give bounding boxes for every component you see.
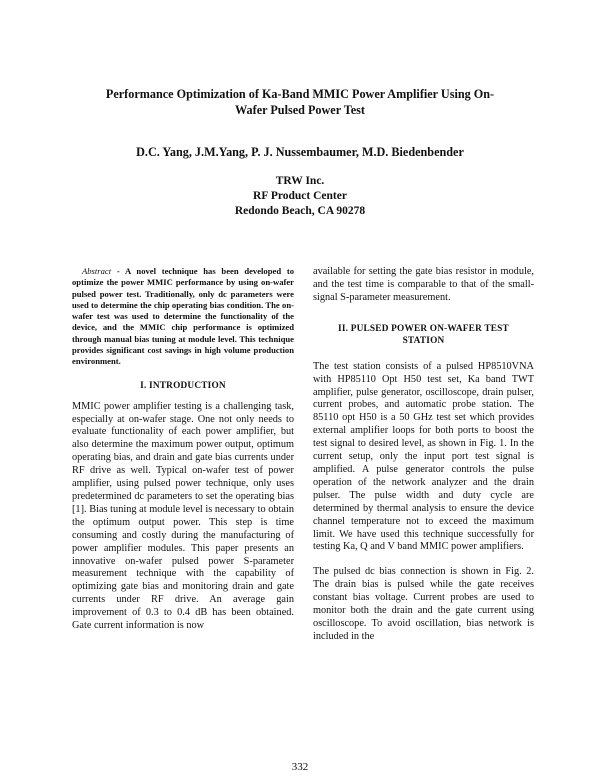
continued-paragraph: available for setting the gate bias resistor in module, and the test time is comparable to that of the small-signal S-parameter measurement.: [313, 266, 534, 303]
affiliation: [150, 174, 450, 219]
introduction-paragraph: MMIC power amplifier testing is a challenging task, especially at on-wafer stage. One not only needs to evaluate functionality of each power amplifier, but also determine the maximum power output, optimum operating bias, and drain and gate bias currents under RF drive as well. Typical on-wafer test of power amplifier, using pulsed power technique, only uses predetermined dc parameters to set the operating bias [1]. Bias tuning at module level is necessary to obtain the optimum output power. This step is time consuming and costly during the manufacturing of power amplifier modules. This paper presents an innovative on-wafer pulsed power S-parameter measurement technique with the capability of optimizing gate bias and monitoring drain and gate currents under RF drive. An average gain improvement of 0.3 to 0.4 dB has been obtained. Gate current information is now: [72, 400, 294, 632]
test-station-paragraph: The test station consists of a pulsed HP8510VNA with HP85110 Opt H50 test set, Ka band TWT amplifier, pulse generator, oscilloscope, drain pulser, current probes, and automatic probe station. The 85110 opt H50 is a 50 GHz test set which provides external amplifier loops for both ports to boost the test signal to desired level, as shown in Fig. 1. In the current setup, only the input port test signal is amplified. A pulse generator controls the pulse operation of the network analyzer and the drain pulser. The pulse width and duty cycle are determined by thermal analysis to ensure the device channel temperature not to exceed the maximum limit. We have used this technique successfully for testing Ka, Q and V band MMIC power amplifiers.: [313, 360, 534, 553]
affiliation-center: RF Product Center: [253, 190, 347, 202]
section-heading-introduction: I. INTRODUCTION: [140, 380, 226, 391]
right-column: [313, 266, 534, 644]
abstract-label: Abstract: [82, 266, 112, 276]
abstract-text: - A novel technique has been developed to optimize the power MMIC performance by using on-wafer pulsed power test. Traditionally, only dc parameters were used to determine the chip operating bias condition. The on-wafer test was used to determine the functionality of the device, and the MMIC chip performance is optimized through manual bias tuning at module level. This technique provides significant cost savings in high volume production environment.: [72, 266, 294, 367]
paper-title: Performance Optimization of Ka-Band MMIC Power Amplifier Using On-Wafer Pulsed Power Test: [105, 87, 495, 117]
author-list: D.C. Yang, J.M.Yang, P. J. Nussembaumer, M.D. Biedenbender: [136, 145, 464, 159]
section-heading-line-1: II. PULSED POWER ON-WAFER TEST: [338, 323, 509, 334]
affiliation-city: Redondo Beach, CA 90278: [234, 205, 366, 217]
section-heading-test-station: [313, 323, 534, 347]
section-heading-line-2: STATION: [402, 335, 445, 346]
abstract: [72, 266, 294, 368]
left-column: [72, 266, 294, 633]
page-number: 332: [291, 761, 309, 773]
affiliation-org: TRW Inc.: [275, 175, 325, 187]
bias-connection-paragraph: The pulsed dc bias connection is shown in Fig. 2. The drain bias is pulsed while the gate receives constant bias voltage. Current probes are used to monitor both the drain and the gate current using oscilloscope. To avoid oscillation, bias network is included in the: [313, 566, 534, 642]
